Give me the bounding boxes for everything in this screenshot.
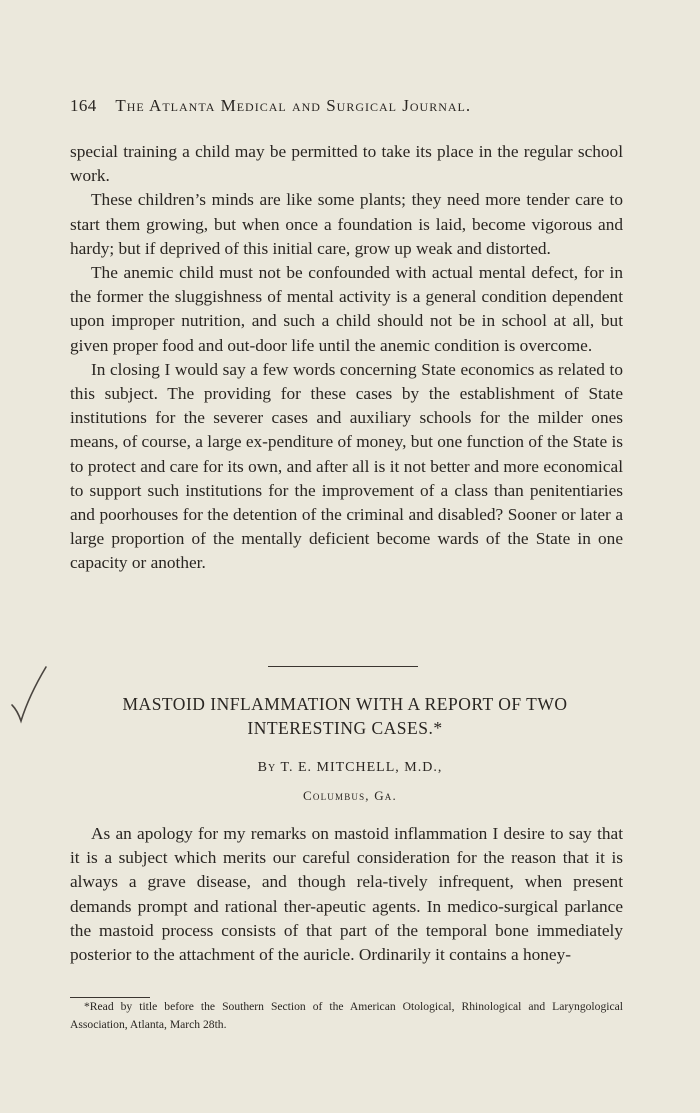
byline-prefix: By: [257, 760, 277, 775]
previous-article-text: [70, 140, 623, 576]
paragraph: The anemic child must not be confounded with actual mental defect, for in the former the sluggishness of mental activity is a general condition dependent upon improper nutrition, and such a child should not be in school at all, but given proper food and out-door life until the anemic condition is overcome.: [70, 263, 623, 355]
byline: [70, 760, 630, 776]
handwritten-check-mark: [8, 665, 52, 725]
article-body: [70, 822, 623, 967]
paragraph: These children’s minds are like some plants; they need more tender care to start them growing, but when once a foundation is laid, become vigorous and hardy; but if deprived of this initial care, grow up weak and distorted.: [70, 190, 623, 258]
page-number: 164: [70, 96, 97, 115]
journal-title: The Atlanta Medical and Surgical Journal.: [115, 96, 472, 115]
footnote: [70, 998, 623, 1034]
running-head: [70, 96, 630, 116]
article-title-line: INTERESTING CASES.*: [247, 718, 443, 738]
footnote-text: *Read by title before the Southern Section of the American Otological, Rhinological and Laryngological Association, Atlanta, March 28th.: [70, 1000, 623, 1031]
author-name: T. E. MITCHELL, M.D.,: [280, 760, 443, 775]
author-location: Columbus, Ga.: [303, 788, 397, 803]
paragraph: As an apology for my remarks on mastoid inflammation I desire to say that it is a subject which merits our careful consideration for the reason that it is always a grave disease, and though rela-tively infrequent, when present demands prompt and rational ther-apeutic agents. In medico-surgical parlance the mastoid process consists of that part of the temporal bone immediately posterior to the attachment of the auricle. Ordinarily it contains a honey-: [70, 824, 623, 965]
paragraph: special training a child may be permitted to take its place in the regular school work.: [70, 142, 623, 186]
section-divider: [268, 666, 418, 667]
article-title-line: MASTOID INFLAMMATION WITH A REPORT OF TWO: [122, 694, 568, 714]
article-title: [66, 692, 624, 740]
paragraph: In closing I would say a few words concerning State economics as related to this subject. The providing for these cases by the establishment of State institutions for the severer cases and auxiliary schools for the milder ones means, of course, a large ex-penditure of money, but one function of the State is to protect and care for its own, and after all is it not better and more economical to support such institutions for the improvement of a class than penitentiaries and poorhouses for the detention of the criminal and disabled? Sooner or later a large proportion of the mentally deficient become wards of the State in one capacity or another.: [70, 359, 623, 573]
